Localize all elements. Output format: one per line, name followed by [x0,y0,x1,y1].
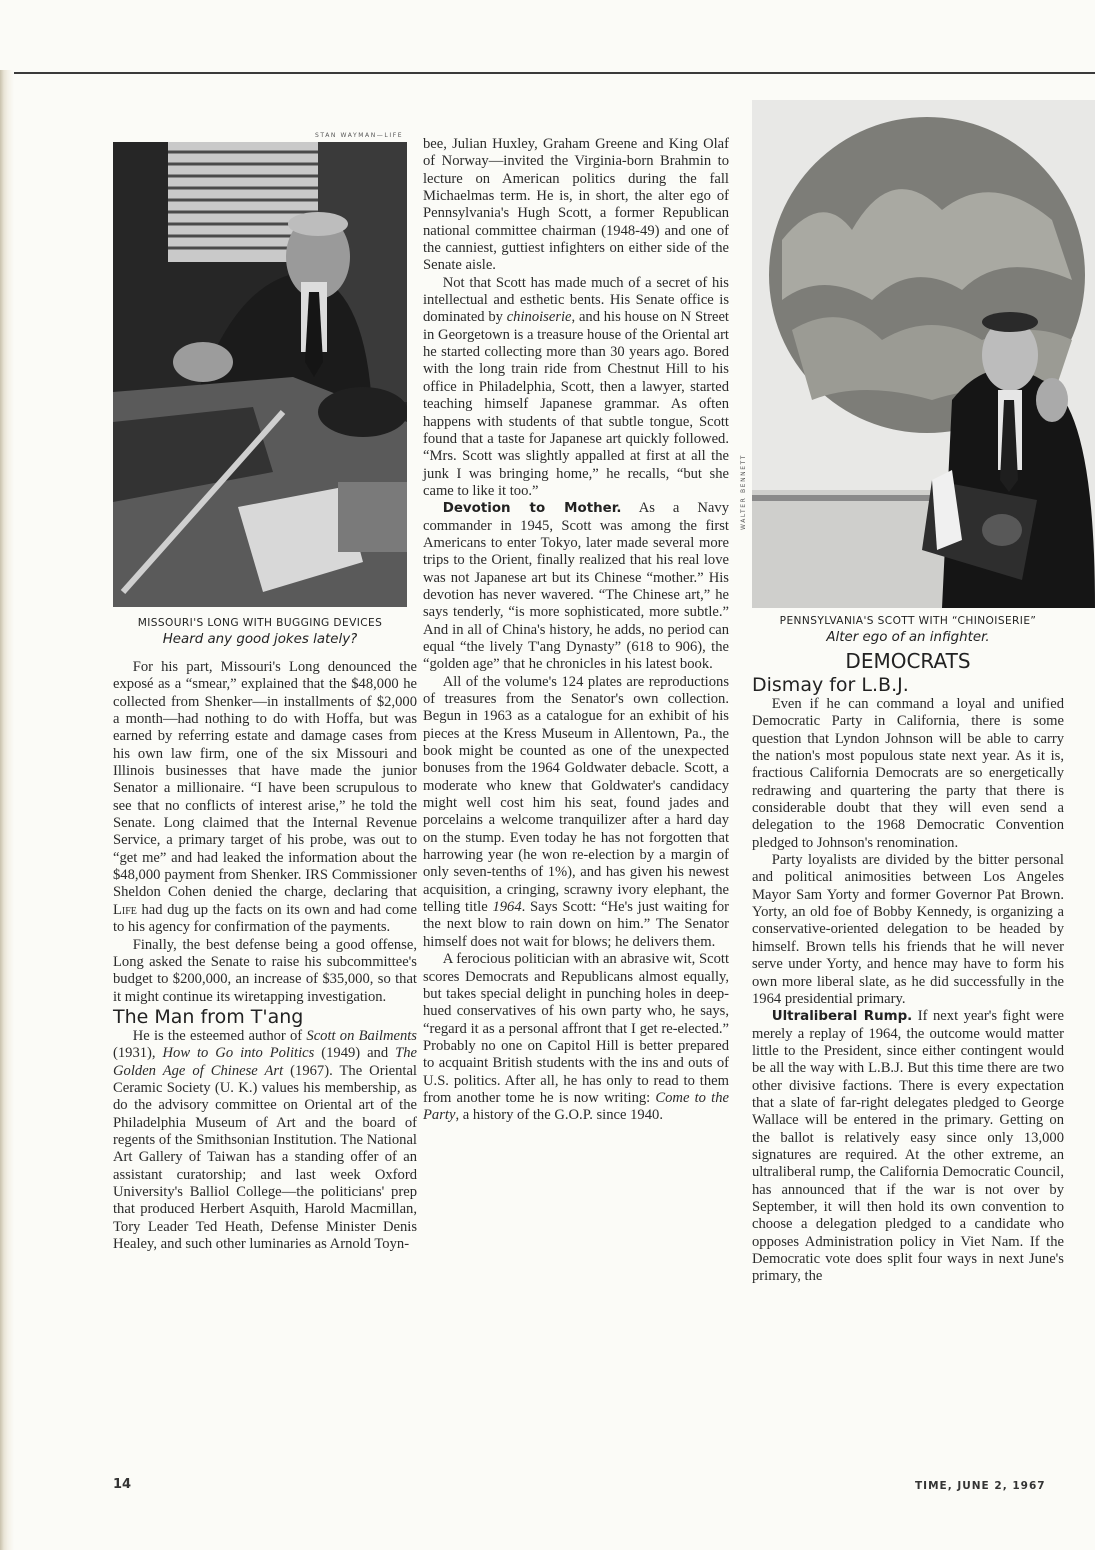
page-number: 14 [113,1477,132,1492]
abbreviation-irs: IRS [305,867,328,884]
article-column-2 [423,136,729,1125]
photo-long-bugging-devices [113,142,407,607]
subheading-man-from-tang: The Man from T'ang [113,1005,304,1028]
paragraph-text: A ferocious politician with an abrasive wit, Scott scores Democrats and Republicans almost equally, but takes special delight in punching holes in deep-hued conservatives of his own party who, he says, “regard it as a personal affront that I get re-elected.” Probably no one on Capitol Hill is better prepared to acquaint British students with the ins and outs of U.S. politics. After all, he has only to read to them from another tome he is now writing: [423,951,729,1106]
paragraph: bee, Julian Huxley, Graham Greene and King Olaf of Norway—invited the Virginia-born Brahmin to lecture on American politics during the fall Michaelmas term. He is, in short, the alter ego of Pennsylvania's Hugh Scott, a former Republican national committee chairman (1948-49) and one of the canniest, guttiest infighters on either side of the Senate aisle. [423,136,729,274]
paragraph [423,275,729,500]
runin-head-devotion-to-mother: Devotion to Mother. [442,501,622,517]
book-title: Come to the Party [423,1089,729,1124]
paragraph: Even if he can command a loyal and unified Democratic Party in California, there is some question that Lyndon Johnson will be able to carry the nation's most populous state next year. As it is, fractious California Democrats are so energetically redrawing and quartering the party that there is considerable doubt that they will even send a delegation to the 1968 Democratic Convention pledged to Johnson's renomination. [752,696,1064,851]
photo-subcaption-left: Heard any good jokes lately? [162,632,358,647]
book-title: How to Go into Politics [162,1045,315,1062]
paragraph-text: (1949) and [314,1045,396,1062]
page-top-margin [0,0,1095,72]
paragraph-text: Commissioner Sheldon Cohen denied the charge, declaring that [113,867,417,901]
photo-caption-right: PENNSYLVANIA'S SCOTT WITH “CHINOISERIE” [779,615,1037,627]
photo-credit-left: STAN WAYMAN—LIFE [315,132,404,139]
paragraph-text: As a Navy commander in 1945, Scott was among the first Americans to enter Tokyo, later made several more trips to the Orient, finally realized that his real love was not Japanese art but its Chinese “mother.” His devotion has never wavered. “The Chinese art,” he says tenderly, “is more sophisticated, more subtle.” And in all of China's history, he adds, no period can equal “the lively T'ang Dynasty” (618 to 906), the “golden age” that he chronicles in his latest book. [423,500,729,673]
paragraph-text: had dug up the facts on its own and had come to his agency for confirmation of the payments. [113,901,417,936]
photo-credit-right: WALTER BENNETT [740,453,747,530]
paragraph-text: All of the volume's 124 plates are reproductions of treasures from the Senator's own collection. Begun in 1963 as a catalogue for an exhibit of his pieces at the Kress Museum in Allentown, Pa., the book might be counted as one of the unexpected bonuses from the 1964 Goldwater debacle. Scott, a moderate who knew that Goldwater's candidacy might well cost him his seat, found jades and porcelains a welcome tranquilizer after a hard day on the stump. Even today he has not forgotten that harrowing year (he won re-election by a margin of only seven-tenths of 1%), and has given his newest acquisition, a cringing, scrawny ivory elephant, the telling title [423,673,729,916]
paragraph-text: He is the esteemed author of [132,1027,307,1044]
paragraph-text: , and his house on N Street in Georgetown is a treasure house of the Oriental art he started collecting more than 30 years ago. Bored with the long train ride from Chestnut Hill to his office in Philadelphia, Scott, then a lawyer, started teaching himself Japanese grammar. As often happens with students of that subtle tongue, Scott found that a taste for Japanese art quickly followed. “Mrs. Scott was slightly appalled at first at all the junk I was bringing home,” he recalls, “but she came to like it too.” [423,309,729,499]
photo-scott-illustration [752,100,1095,608]
paragraph-text: , a history of the G.O.P. since 1940. [455,1107,663,1124]
paragraph-text: . Says Scott: “He's just waiting for the next blow to rain down on him.” The Senator himself does not wait for blows; he delivers them. [423,899,729,950]
runin-head-ultraliberal-rump: Ultraliberal Rump. [771,1009,913,1025]
article-column-1 [113,659,417,1253]
italic-title: 1964 [492,899,522,916]
paragraph-text: If next year's fight were merely a replay of 1964, the outcome would matter little to the President, since either contingent would be all the way with L.B.J. But this time there are two other divisive factions. There is every expectation that a slate of far-right delegates pledged to George Wallace will be entered in the primary. Getting on the ballot is relatively easy since only 13,000 signatures are required. At the other extreme, an ultraliberal rump, the California Democratic Council, has announced that if the war is not over by September, it will then hold its own convention to choose a delegation pledged to a candidate who opposes Administration policy in Viet Nam. If the Democratic vote does split four ways in next June's primary, the [752,1008,1064,1285]
paragraph-text: (1931), [113,1045,163,1062]
section-heading-democrats: DEMOCRATS [845,649,971,673]
paragraph [113,659,417,937]
paragraph-text: Not that Scott has made much of a secret of his intellectual and esthetic bents. His Senate office is dominated by [423,274,729,326]
italic-term: chinoiserie [506,309,572,326]
book-title: Scott on Bailments [306,1027,417,1044]
photo-caption-left: MISSOURI'S LONG WITH BUGGING DEVICES [137,617,383,629]
paragraph: Finally, the best defense being a good offense, Long asked the Senate to raise his subcommittee's budget to $200,000, an increase of $35,000, so that it might continue its wiretapping investigation. [113,936,417,1005]
publication-name-life: Life [113,901,137,918]
paragraph-text: For his part, Missouri's Long denounced the exposé as a “smear,” explained that the $48,000 he collected from Shenker—in installments of $2,000 a month—had nothing to do with Hoffa, but was earned by referring estate and damage cases from his own law firm, one of the six Missouri and Illinois businesses that have made the junior Senator a millionaire. “I have been scrupulous to see that no conflicts of interest arise,” he told the Senate. Long claimed that the Internal Revenue Service, a primary target of his probe, was out to “get me” and had leaked the information about the $48,000 payment from Shenker. [113,659,417,884]
paragraph [423,500,729,673]
subheading-dismay-for-lbj: Dismay for L.B.J. [752,674,909,696]
paragraph-text: (1967). The Oriental Ceramic Society (U. K.) values his membership, as do the advisory committee on Oriental art of the Philadelphia Museum of Art and the board of regents of the Smithsonian Institution. The National Art Gallery of Taiwan has a standing offer of an assistant curatorship; and last week Oxford University's Balliol College—the politicians' prep that produced Herbert Asquith, Harold Macmillan, Tory Leader Ted Heath, Defense Minister Denis Healey, and such other luminaries as Arnold Toyn- [113,1062,417,1252]
paragraph [423,951,729,1124]
paragraph [113,1028,417,1253]
paragraph [752,1008,1064,1286]
photo-long-illustration [113,142,407,607]
book-title: The Golden Age of Chinese Art [113,1045,417,1079]
paragraph [423,674,729,952]
issue-dateline: TIME, JUNE 2, 1967 [915,1480,1046,1492]
photo-subcaption-right: Alter ego of an infighter. [826,630,990,645]
binding-spine [0,70,14,1550]
photo-scott-chinoiserie [752,100,1095,608]
article-column-3 [752,648,1064,1286]
paragraph: Party loyalists are divided by the bitter personal and political animosities between Los Angeles Mayor Sam Yorty and former Governor Pat Brown. Yorty, an old foe of Bobby Kennedy, is organizing a conservative-oriented delegation to be headed by himself. Brown tells his friends that he will never serve under Yorty, and hence may have to form his own more liberal slate, as he did successfully in the 1964 presidential primary. [752,852,1064,1007]
top-rule [0,72,1095,74]
